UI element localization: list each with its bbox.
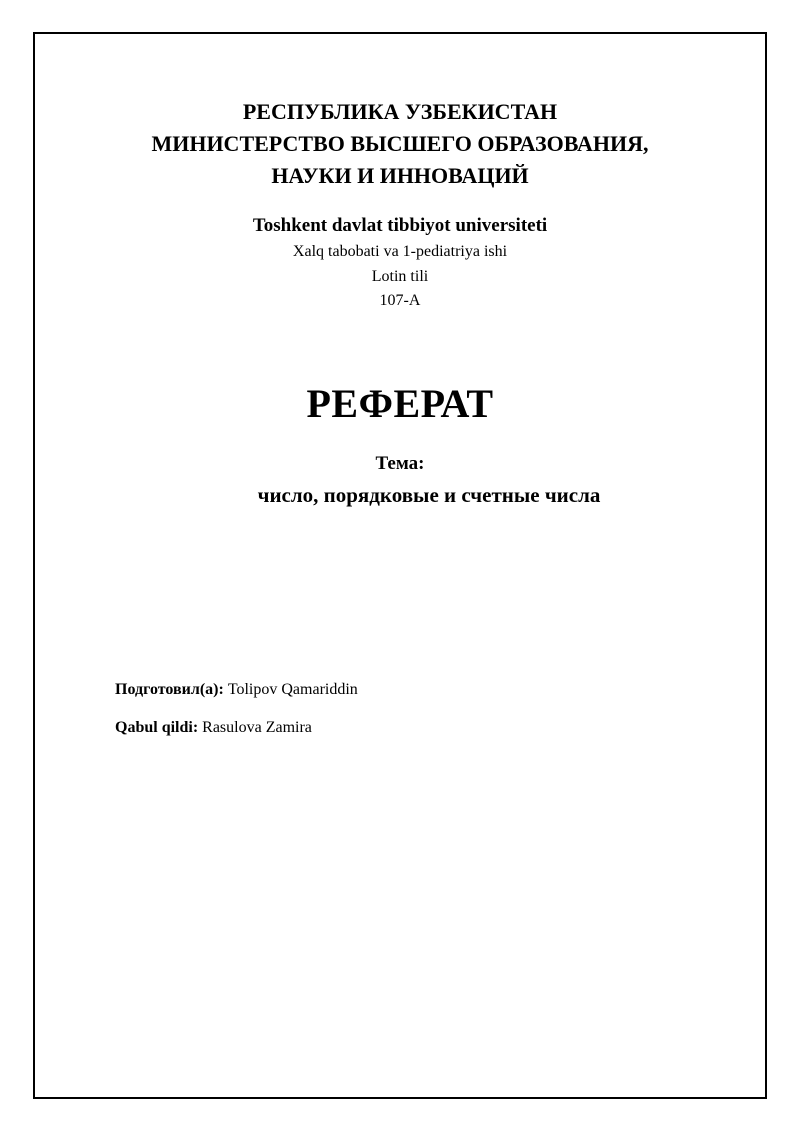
prepared-by-value: Tolipov Qamariddin [227, 681, 358, 698]
header-line-ministry: МИНИСТЕРСТВО ВЫСШЕГО ОБРАЗОВАНИЯ, [151, 131, 649, 156]
document-type-title: РЕФЕРАТ [306, 381, 494, 426]
topic-text: число, порядковые и счетные числа [257, 483, 601, 507]
university-name: Toshkent davlat tibbiyot universiteti [252, 215, 548, 236]
page-border [33, 32, 767, 1099]
ministry-header [0, 96, 800, 192]
group-number: 107-A [379, 292, 421, 309]
accepted-by-row [115, 716, 312, 740]
prepared-by-label: Подготовил(а): [115, 681, 224, 698]
accepted-by-label: Qabul qildi: [115, 719, 199, 736]
prepared-by-row [115, 678, 358, 702]
topic-label: Тема: [375, 453, 425, 474]
faculty-name: Xalq tabobati va 1-pediatriya ishi [292, 243, 508, 260]
header-line-country: РЕСПУБЛИКА УЗБЕКИСТАН [242, 99, 558, 124]
header-line-ministry-cont: НАУКИ И ИННОВАЦИЙ [271, 163, 529, 188]
accepted-by-value: Rasulova Zamira [202, 719, 312, 736]
subject-name: Lotin tili [371, 268, 429, 285]
